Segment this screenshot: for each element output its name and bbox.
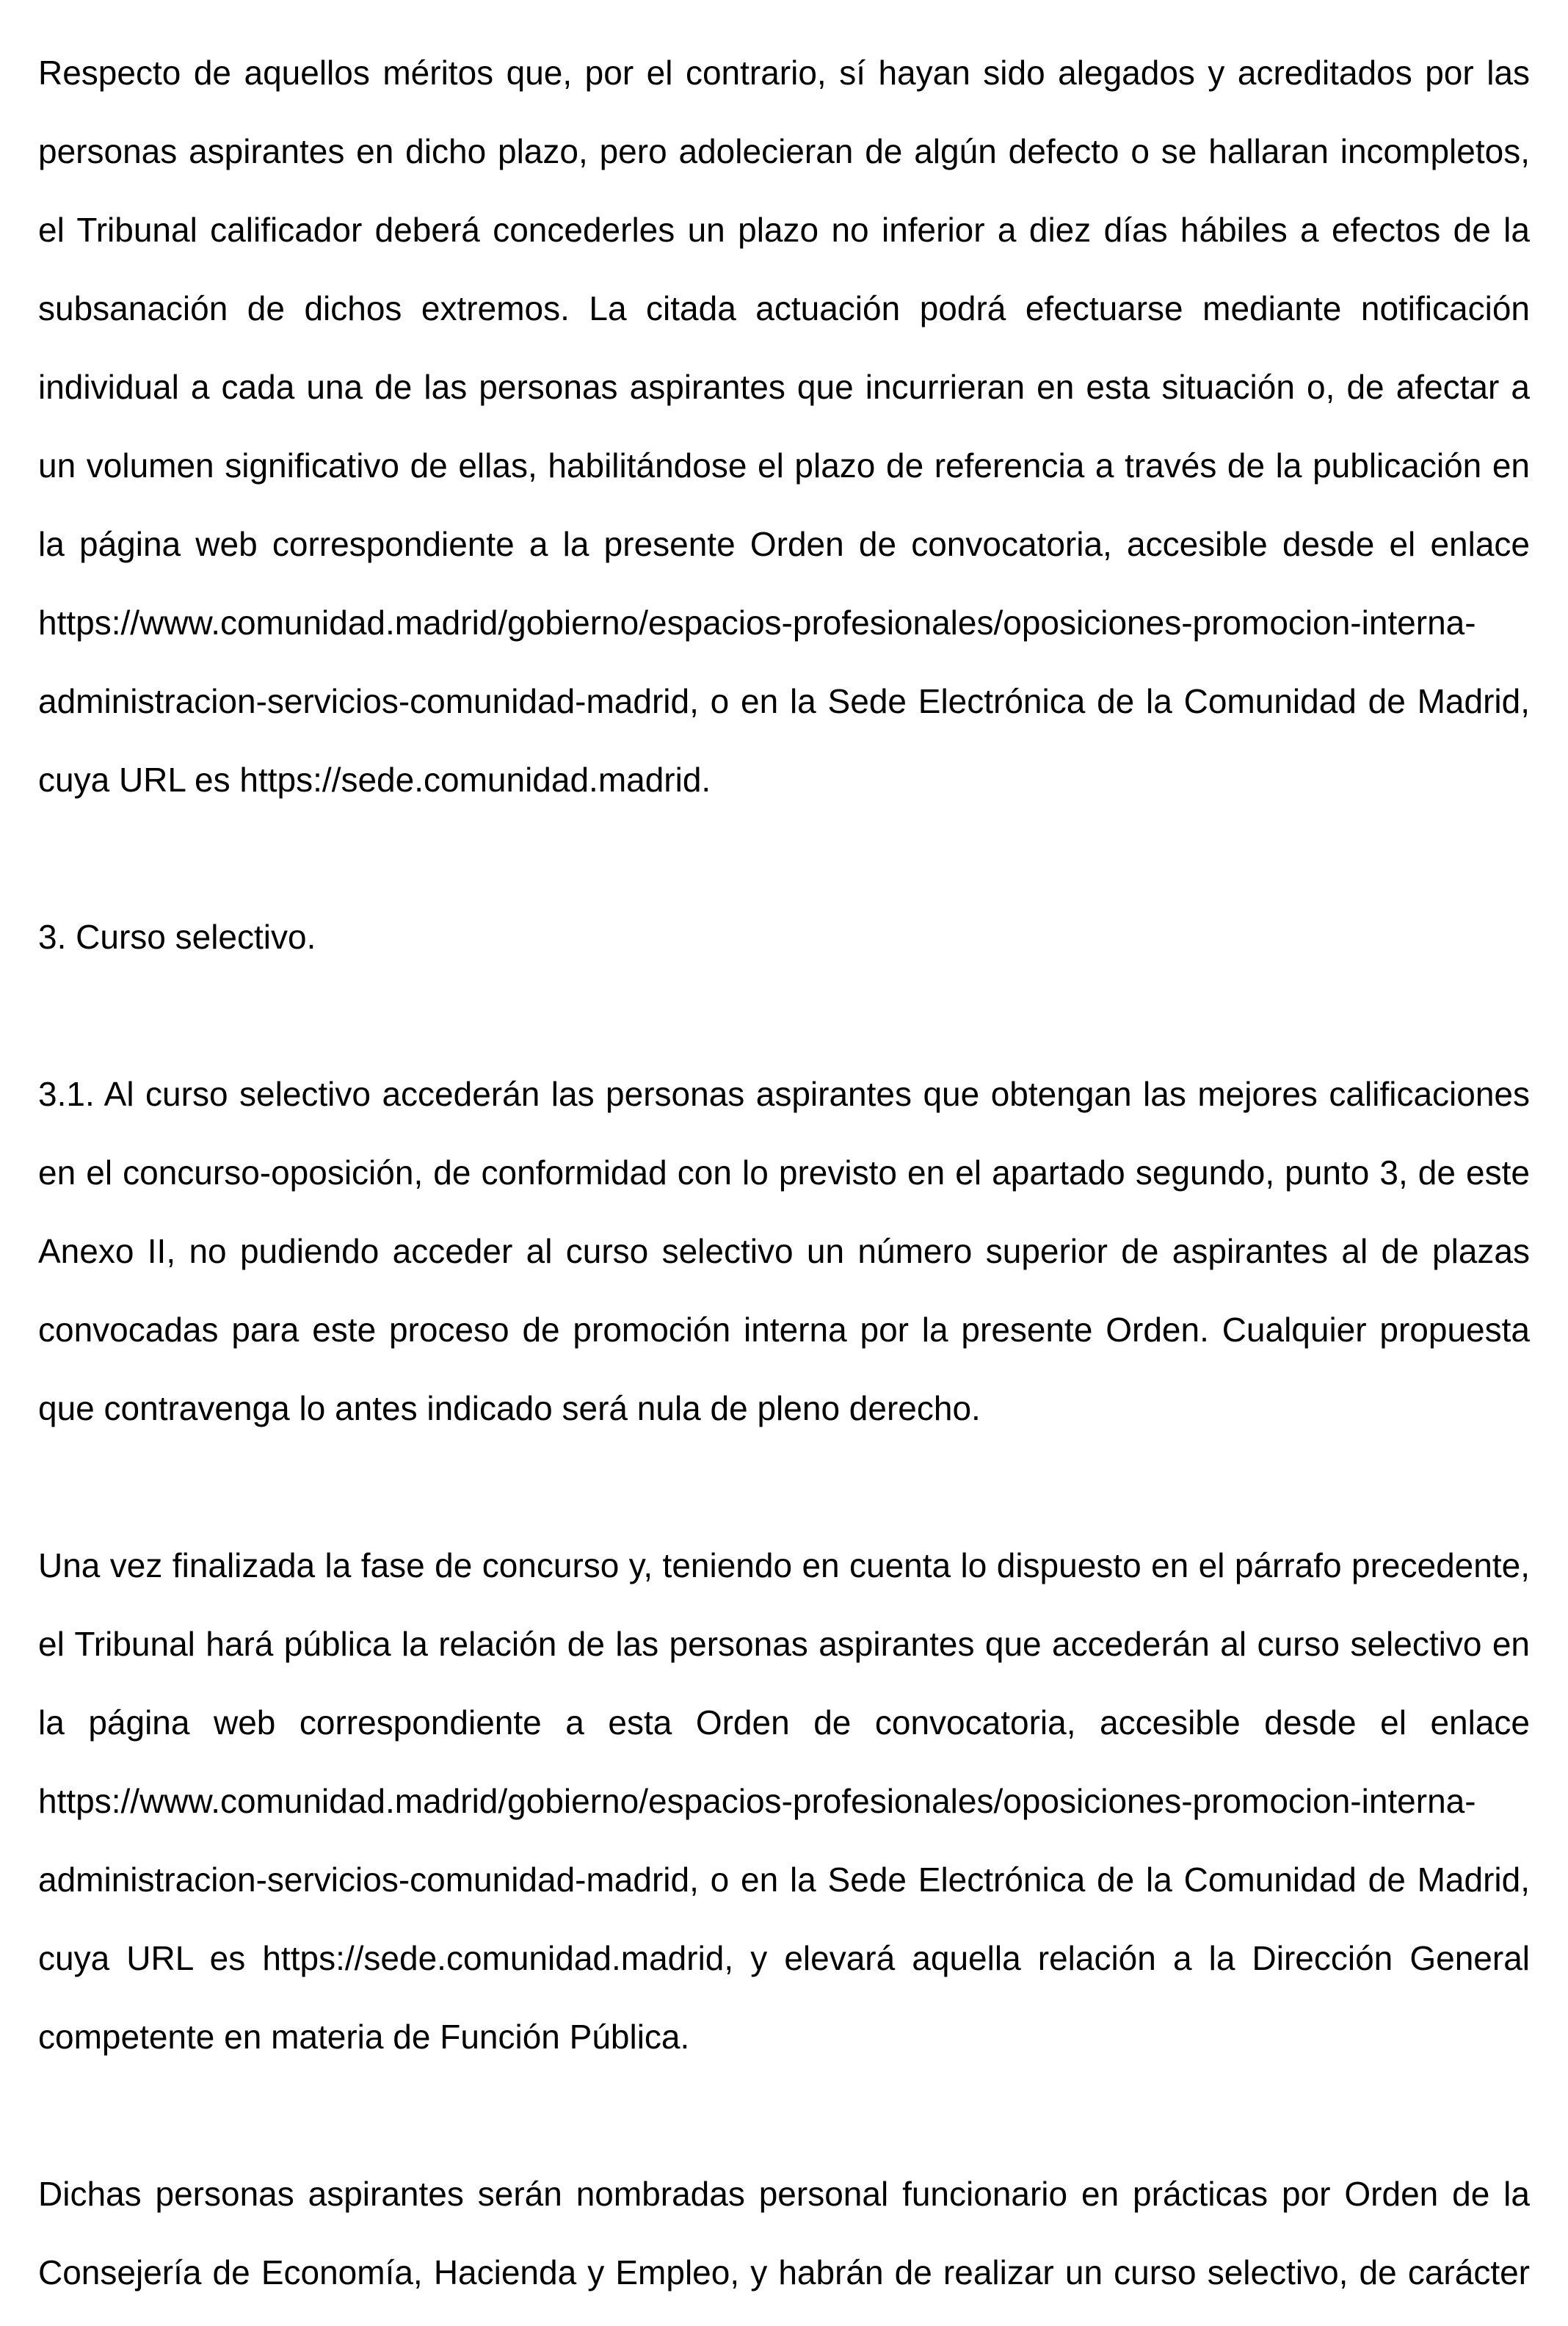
paragraph-meritos-subsanacion: Respecto de aquellos méritos que, por el contrario, sí hayan sido alegados y acreditados por las personas aspirantes en dicho plazo, pero adolecieran de algún defecto o se hallaran incompletos, el Tribunal calificador deberá concederles un plazo no inferior a diez días hábiles a efectos de la subsanación de dichos extremos. La citada actuación podrá efectuarse mediante notificación individual a cada una de las personas aspirantes que incurrieran en esta situación o, de afectar a un volumen significativo de ellas, habilitándose el plazo de referencia a través de la publicación en la página web correspondiente a la presente Orden de convocatoria, accesible desde el enlace https://www.comunidad.madrid/gobierno/espacios-profesionales/oposiciones-promocion-interna-administracion-servicios-comunidad-madrid, o en la Sede Electrónica de la Comunidad de Madrid, cuya URL es https://sede.comunidad.madrid. xyxy=(38,54,1530,799)
paragraph-relacion-aspirantes: Una vez finalizada la fase de concurso y, teniendo en cuenta lo dispuesto en el párrafo precedente, el Tribunal hará pública la relación de las personas aspirantes que accederán al curso selectivo en la página web correspondiente a esta Orden de convocatoria, accesible desde el enlace https://www.comunidad.madrid/gobierno/espacios-profesionales/oposiciones-promocion-interna-administracion-servicios-comunidad-madrid, o en la Sede Electrónica de la Comunidad de Madrid, cuya URL es https://sede.comunidad.madrid, y elevará aquella relación a la Dirección General competente en materia de Función Pública. xyxy=(38,1546,1530,2056)
paragraph-nombramiento-practicas: Dichas personas aspirantes serán nombradas personal funcionario en prácticas por Orden de la Consejería de Economía, Hacienda y Empleo, y habrán de realizar un curso selectivo, de carácter xyxy=(38,2175,1530,2291)
section-heading-curso-selectivo: 3. Curso selectivo. xyxy=(38,918,316,956)
paragraph-3-1-acceso-curso-selectivo: 3.1. Al curso selectivo accederán las personas aspirantes que obtengan las mejores calificaciones en el concurso-oposición, de conformidad con lo previsto en el apartado segundo, punto 3, de este Anexo II, no pudiendo acceder al curso selectivo un número superior de aspirantes al de plazas convocadas para este proceso de promoción interna por la presente Orden. Cualquier propuesta que contravenga lo antes indicado será nula de pleno derecho. xyxy=(38,1075,1530,1427)
